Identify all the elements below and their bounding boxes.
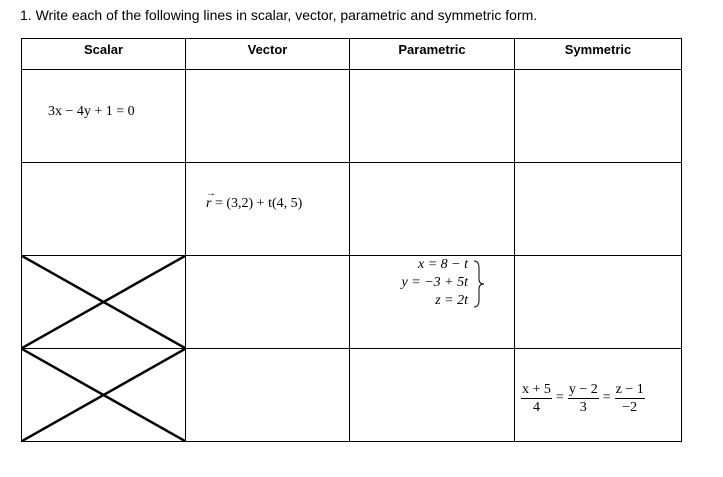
param-y: y = −3 + 5t [401, 275, 468, 290]
cell-symmetric [515, 70, 682, 163]
table-row [22, 256, 682, 349]
cross-out-mark [22, 256, 185, 348]
table-row [22, 349, 682, 442]
right-brace-icon [472, 260, 486, 308]
cell-parametric [350, 163, 515, 256]
cell-scalar-crossed [22, 349, 186, 442]
cell-symmetric [515, 349, 682, 442]
sym-fraction-x: $\frac{x + 5}{4}$ [522, 382, 551, 415]
header-symmetric: Symmetric [515, 39, 682, 70]
table-row [22, 70, 682, 163]
cell-symmetric [515, 256, 682, 349]
cell-parametric [350, 256, 515, 349]
scalar-equation: 3x − 4y + 1 = 0 [48, 104, 135, 119]
param-z: z = 2t [435, 293, 468, 308]
cross-out-mark [22, 349, 185, 441]
cell-vector [186, 163, 350, 256]
table-row [22, 163, 682, 256]
vector-r: r → [206, 188, 216, 211]
cell-vector [186, 70, 350, 163]
cell-scalar-crossed [22, 256, 186, 349]
question-title: 1. Write each of the following lines in scalar, vector, parametric and symmetric form. [20, 7, 538, 23]
cell-scalar [22, 70, 186, 163]
symmetric-equation: $\frac{x + 5}{4}$ = $\frac{y - 2}{3}$ = $\frac{z - 1}{-2}$ [522, 382, 644, 415]
cell-parametric [350, 70, 515, 163]
vector-equation: r → = (3,2) + t(4, 5) [206, 188, 303, 211]
vector-arrow-icon: → [206, 188, 216, 199]
cell-vector [186, 349, 350, 442]
cell-vector [186, 256, 350, 349]
header-row [22, 39, 682, 70]
param-x: x = 8 − t [418, 257, 468, 272]
cell-parametric [350, 349, 515, 442]
cell-symmetric [515, 163, 682, 256]
parametric-equations [380, 257, 490, 311]
header-vector: Vector [186, 39, 350, 70]
header-parametric: Parametric [350, 39, 515, 70]
sym-fraction-z: $\frac{z - 1}{-2}$ [615, 382, 644, 415]
cell-scalar [22, 163, 186, 256]
sym-fraction-y: $\frac{y - 2}{3}$ [568, 382, 598, 415]
header-scalar: Scalar [22, 39, 186, 70]
forms-table [21, 38, 682, 442]
